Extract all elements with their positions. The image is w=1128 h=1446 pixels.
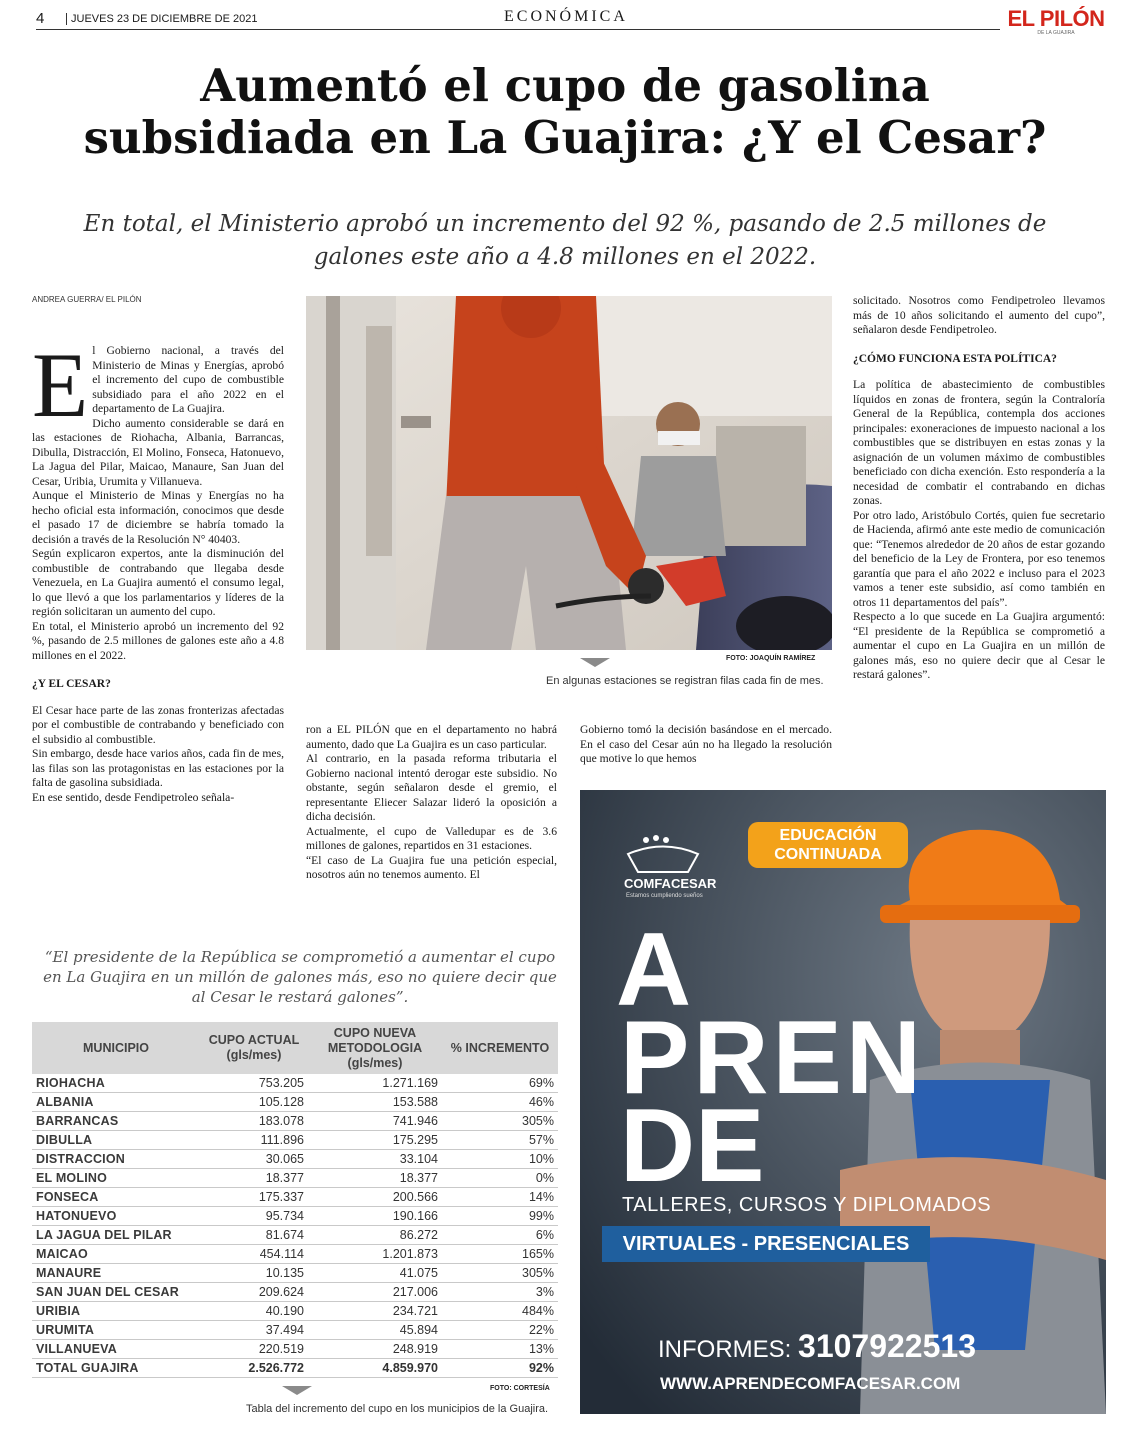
header-cupo-actual: CUPO ACTUAL (gls/mes) [200, 1022, 308, 1074]
drop-cap: E [32, 334, 89, 436]
table-credit: FOTO: CORTESÍA [490, 1385, 550, 1392]
logo-subtext: DE LA GUAJIRA [1037, 30, 1075, 36]
table-row [32, 1245, 558, 1264]
newspaper-logo [1004, 8, 1108, 36]
municipio-cell: URIBIA [32, 1302, 200, 1321]
municipio-cell: MAICAO [32, 1245, 200, 1264]
municipio-cell: HATONUEVO [32, 1207, 200, 1226]
badge-line-1: EDUCACIÓN [779, 827, 877, 844]
ad-brand: COMFACESAR [624, 876, 717, 891]
header-cupo-nueva: CUPO NUEVA METODOLOGIA (gls/mes) [308, 1022, 442, 1074]
value-cell: 741.946 [308, 1112, 442, 1131]
municipio-cell: EL MOLINO [32, 1169, 200, 1188]
issue-date: JUEVES 23 DE DICIEMBRE DE 2021 [66, 13, 257, 25]
deck [40, 208, 1090, 274]
value-cell: 234.721 [308, 1302, 442, 1321]
value-cell: 105.128 [200, 1093, 308, 1112]
value-cell: 6% [442, 1226, 558, 1245]
paragraph: l Gobierno nacional, a través del Ministerio de Minas y Energías, aprobó el incremento del cupo de combustible subsidiado para el año 2022 en el departamento de La Guajira. [92, 344, 284, 415]
headline-line-1: Aumentó el cupo de gasolina [200, 59, 930, 112]
value-cell: 183.078 [200, 1112, 308, 1131]
value-cell: 46% [442, 1093, 558, 1112]
paragraph: Actualmente, el cupo de Valledupar es de 3.6 millones de galones, repartidos en 31 estaciones. [306, 824, 557, 852]
value-cell: 22% [442, 1321, 558, 1340]
municipio-cell: BARRANCAS [32, 1112, 200, 1131]
badge-line-2: CONTINUADA [774, 846, 882, 863]
article-column-4 [853, 294, 1105, 683]
value-cell: 37.494 [200, 1321, 308, 1340]
value-cell: 69% [442, 1074, 558, 1093]
value-cell: 305% [442, 1264, 558, 1283]
value-cell: 45.894 [308, 1321, 442, 1340]
table-row [32, 1226, 558, 1245]
comfacesar-ad[interactable] [580, 790, 1106, 1414]
value-cell: 10% [442, 1150, 558, 1169]
table-row [32, 1093, 558, 1112]
article-column-1 [32, 334, 284, 805]
value-cell: 18.377 [200, 1169, 308, 1188]
value-cell: 220.519 [200, 1340, 308, 1359]
ad-brand-tagline: Estamos cumpliendo sueños [626, 893, 703, 899]
paragraph: solicitado. Nosotros como Fendipetroleo llevamos más de 10 años solicitando el aumento del cupo”, señalaron desde Fendipetroleo. [853, 294, 1105, 336]
value-cell: 10.135 [200, 1264, 308, 1283]
paragraph: Aunque el Ministerio de Minas y Energías no ha hecho oficial esta información, conocimos que desde el pasado 17 de diciembre se habría tomado la decisión a través de la Resolución N° 40403. [32, 489, 284, 546]
paragraph: ron a EL PILÓN que en el departamento no habrá aumento, dado que La Guajira es un caso particular. [306, 723, 557, 751]
municipio-cell: MANAURE [32, 1264, 200, 1283]
ad-url[interactable]: WWW.APRENDECOMFACESAR.COM [660, 1374, 961, 1393]
paragraph: La política de abastecimiento de combustibles líquidos en zonas de frontera, según la Contraloría General de la República, contempla dos acciones principales: exoneraciones de impuesto nacional a los combustibles que se distribuyen en estas zonas y la asignación de un volumen máximo de combustibles beneficiado con dicha exención. Esto respondería a la necesidad de combatir el contrabando en dichas zonas. [853, 378, 1105, 507]
value-cell: 41.075 [308, 1264, 442, 1283]
value-cell: 454.114 [200, 1245, 308, 1264]
value-cell: 2.526.772 [200, 1359, 308, 1378]
paragraph: El Cesar hace parte de las zonas fronterizas afectadas por el combustible de contrabando y beneficiado con el subsidio al combustible. [32, 703, 284, 746]
page-number: 4 [36, 10, 45, 27]
table-row [32, 1188, 558, 1207]
value-cell: 0% [442, 1169, 558, 1188]
header-rule [36, 29, 1000, 30]
value-cell: 99% [442, 1207, 558, 1226]
value-cell: 153.588 [308, 1093, 442, 1112]
ad-modes-band: VIRTUALES - PRESENCIALES [602, 1226, 930, 1262]
table-row [32, 1359, 558, 1378]
table-row [32, 1150, 558, 1169]
value-cell: 81.674 [200, 1226, 308, 1245]
value-cell: 33.104 [308, 1150, 442, 1169]
subhead-cesar: ¿Y EL CESAR? [32, 678, 111, 690]
article-column-2 [306, 723, 557, 883]
municipio-cell: URUMITA [32, 1321, 200, 1340]
pull-quote: “El presidente de la República se comprometió a aumentar el cupo en La Guajira en un millón de galones más, eso no quiere decir que al Cesar le restará galones”. [43, 948, 557, 1006]
municipio-cell: LA JAGUA DEL PILAR [32, 1226, 200, 1245]
deck-line-1: En total, el Ministerio aprobó un incremento del 92 %, pasando de 2.5 millones de [83, 211, 1047, 237]
ad-big-de: DE [620, 1088, 765, 1204]
municipio-cell: VILLANUEVA [32, 1340, 200, 1359]
subhead-policy: ¿CÓMO FUNCIONA ESTA POLÍTICA? [853, 352, 1057, 365]
section-name: ECONÓMICA [504, 8, 628, 25]
table-row [32, 1074, 558, 1093]
value-cell: 217.006 [308, 1283, 442, 1302]
paragraph: Por otro lado, Aristóbulo Cortés, quien fue secretario de Hacienda, afirmó ante este medio de comunicación que: “Tenemos alrededor de 20 años de estar gozando del beneficio de la Ley de Frontera, por eso tenemos garantía que para el año 2022 e incluso para el 2023 vamos a tener este subsidio, así como también en otros 11 departamentos del país”. [853, 508, 1105, 609]
ad-phone: 3107922513 [798, 1328, 976, 1364]
ad-big-pren: PREN [620, 1000, 925, 1116]
photo-credit: FOTO: JOAQUÍN RAMÍREZ [726, 655, 816, 662]
education-badge [748, 816, 908, 864]
logo-text: EL PILÓN [1007, 6, 1105, 31]
value-cell: 92% [442, 1359, 558, 1378]
table-row [32, 1264, 558, 1283]
headline [20, 60, 1110, 164]
table-row [32, 1169, 558, 1188]
value-cell: 14% [442, 1188, 558, 1207]
table-row [32, 1321, 558, 1340]
value-cell: 165% [442, 1245, 558, 1264]
table-header-row [32, 1022, 558, 1074]
ad-info-label: INFORMES: [658, 1336, 792, 1363]
table-row [32, 1340, 558, 1359]
comfacesar-logo-icon [618, 834, 708, 874]
value-cell: 3% [442, 1283, 558, 1302]
headline-line-2: subsidiada en La Guajira: ¿Y el Cesar? [83, 111, 1047, 164]
table-body [32, 1074, 558, 1378]
caption-marker-icon [580, 658, 610, 667]
value-cell: 1.271.169 [308, 1074, 442, 1093]
paragraph: Gobierno tomó la decisión basándose en el mercado. En el caso del Cesar aún no ha llegado la resolución que motive lo que hemos [580, 723, 832, 765]
table-row [32, 1112, 558, 1131]
value-cell: 86.272 [308, 1226, 442, 1245]
municipio-cell: TOTAL GUAJIRA [32, 1359, 200, 1378]
value-cell: 209.624 [200, 1283, 308, 1302]
value-cell: 40.190 [200, 1302, 308, 1321]
paragraph: En total, el Ministerio aprobó un incremento del 92 %, pasando de 2.5 millones de galones este año a 4.8 millones en el 2022. [32, 619, 284, 662]
value-cell: 57% [442, 1131, 558, 1150]
value-cell: 175.337 [200, 1188, 308, 1207]
municipio-cell: DIBULLA [32, 1131, 200, 1150]
photo-caption: En algunas estaciones se registran filas cada fin de mes. [546, 675, 824, 687]
gas-station-photo-art [306, 296, 832, 650]
municipio-cell: ALBANIA [32, 1093, 200, 1112]
gas-station-photo [306, 296, 832, 650]
ad-courses: TALLERES, CURSOS Y DIPLOMADOS [622, 1194, 992, 1216]
value-cell: 95.734 [200, 1207, 308, 1226]
paragraph: Respecto a lo que sucede en La Guajira argumentó: “El presidente de la República se comprometió a aumentar el cupo en La Guajira en un millón de galones más, eso no quiere decir que al Cesar le restará galones”. [853, 610, 1105, 681]
municipio-cell: RIOHACHA [32, 1074, 200, 1093]
value-cell: 200.566 [308, 1188, 442, 1207]
paragraph: En ese sentido, desde Fendipetroleo señala- [32, 790, 235, 804]
value-cell: 248.919 [308, 1340, 442, 1359]
value-cell: 753.205 [200, 1074, 308, 1093]
municipio-cell: DISTRACCION [32, 1150, 200, 1169]
value-cell: 484% [442, 1302, 558, 1321]
value-cell: 1.201.873 [308, 1245, 442, 1264]
value-cell: 18.377 [308, 1169, 442, 1188]
header-municipio: MUNICIPIO [32, 1022, 200, 1074]
value-cell: 175.295 [308, 1131, 442, 1150]
paragraph: Según explicaron expertos, ante la disminución del combustible de contrabando que llegaba desde Venezuela, en La Guajira aumentó el consumo legal, lo que llevó a que los parlamentarios y líderes de la región solicitaran un aumento del cupo. [32, 547, 284, 618]
article-column-3 [580, 723, 832, 767]
ad-info [658, 1330, 976, 1366]
table-row [32, 1302, 558, 1321]
value-cell: 305% [442, 1112, 558, 1131]
header-incremento: % INCREMENTO [442, 1022, 558, 1074]
paragraph: Dicho aumento considerable se dará en las estaciones de Riohacha, Albania, Barrancas, Dibulla, Distracción, El Molino, Fonseca, Hatonuevo, La Jagua del Pilar, Maicao, Manaure, San Juan del Cesar, Uribia, Urumita y Villanueva. [32, 416, 284, 488]
table-marker-icon [282, 1386, 312, 1395]
value-cell: 190.166 [308, 1207, 442, 1226]
value-cell: 13% [442, 1340, 558, 1359]
paragraph: Sin embargo, desde hace varios años, cada fin de mes, las filas son las protagonistas en las estaciones por la falta de gasolina subsidiada. [32, 747, 284, 789]
value-cell: 111.896 [200, 1131, 308, 1150]
table-caption: Tabla del incremento del cupo en los municipios de la Guajira. [246, 1403, 549, 1415]
paragraph: “El caso de La Guajira fue una petición especial, nosotros aún no tenemos aumento. El [306, 853, 557, 881]
table-row [32, 1131, 558, 1150]
ad-big-a: A [616, 912, 692, 1028]
value-cell: 30.065 [200, 1150, 308, 1169]
table-row [32, 1207, 558, 1226]
value-cell: 4.859.970 [308, 1359, 442, 1378]
byline: ANDREA GUERRA/ EL PILÓN [32, 295, 142, 304]
municipio-cell: SAN JUAN DEL CESAR [32, 1283, 200, 1302]
quota-table [32, 1022, 558, 1378]
municipio-cell: FONSECA [32, 1188, 200, 1207]
paragraph: Al contrario, en la pasada reforma tributaria el Gobierno nacional intentó derogar este subsidio. No obstante, según señalaron desde el gremio, el representante Eliecer Salazar lideró la oposición a dicha decisión. [306, 752, 557, 823]
deck-line-2: galones este año a 4.8 millones en el 2022. [313, 244, 817, 270]
table-row [32, 1283, 558, 1302]
